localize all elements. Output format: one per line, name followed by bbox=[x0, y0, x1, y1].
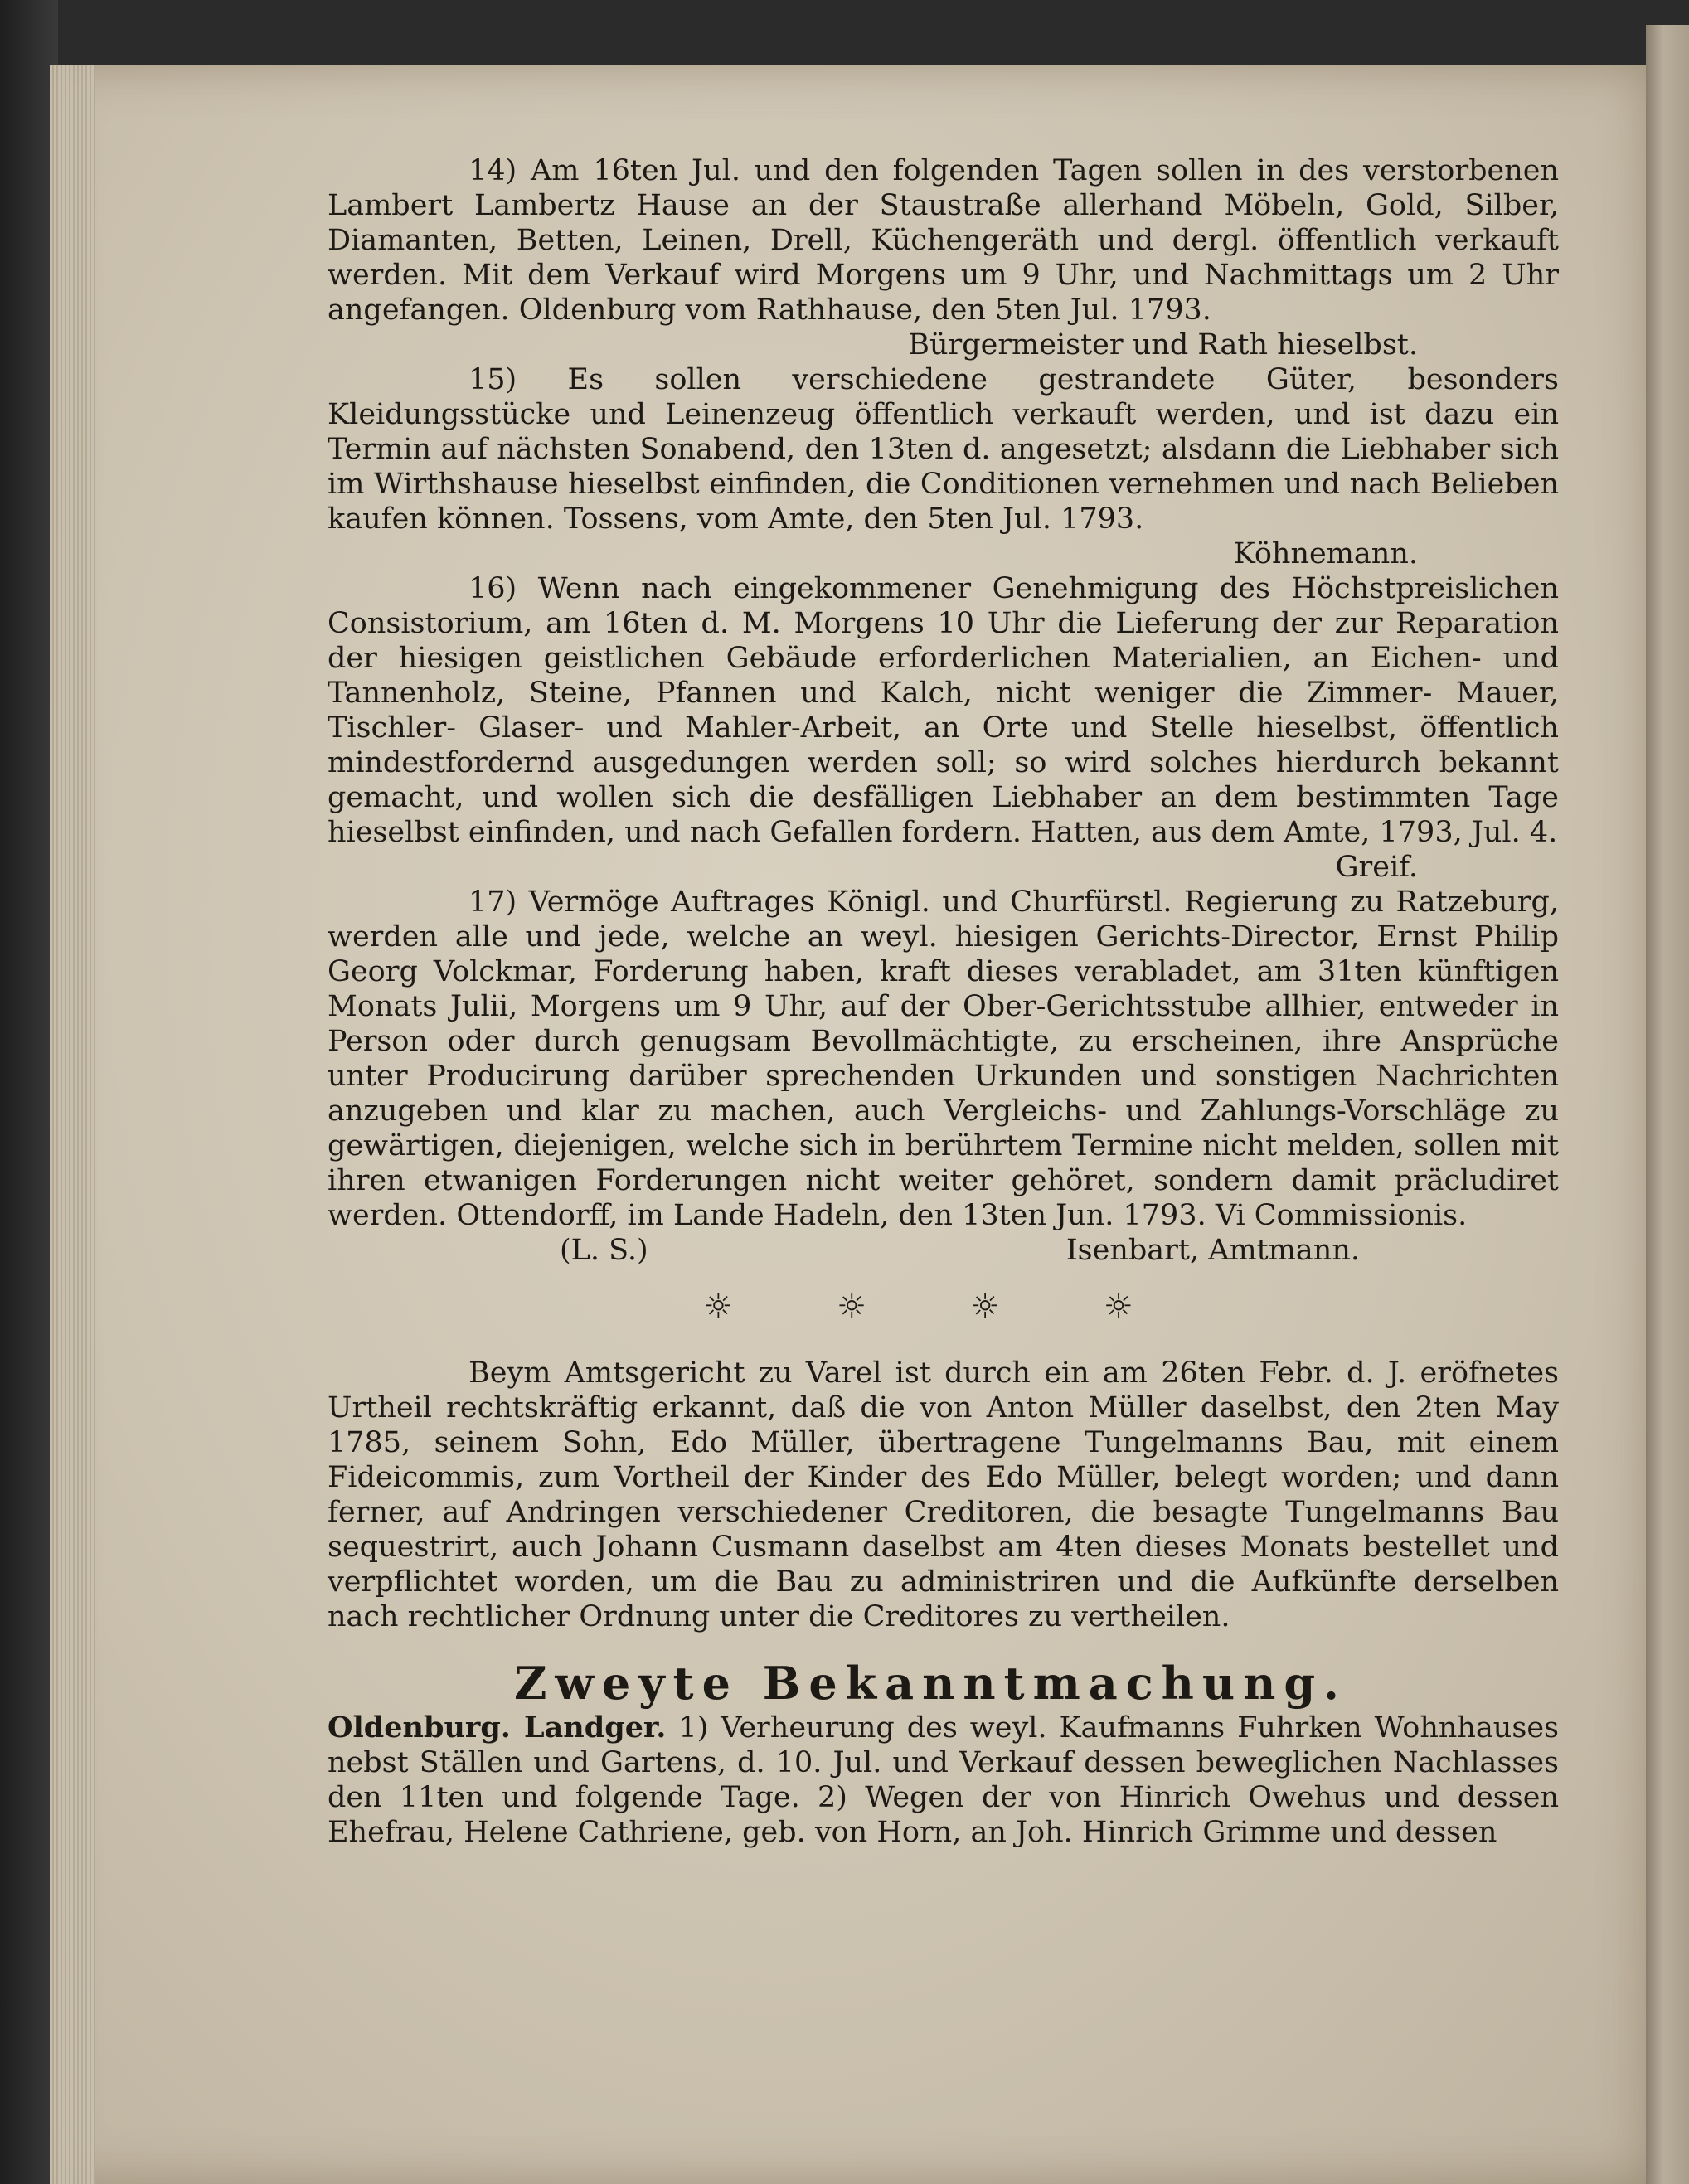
notice-17-signature: Isenbart, Amtmann. bbox=[1065, 1234, 1360, 1267]
seal-mark: (L. S.) bbox=[560, 1234, 648, 1267]
page-edge-stack bbox=[50, 65, 95, 2184]
section-paragraph bbox=[328, 1711, 1559, 1850]
varel-notice: Beym Amtsgericht zu Varel ist durch ein am 26ten Febr. d. J. eröfnetes Urtheil rechtskräftig erkannt, daß die von Anton Müller daselbst, den 2ten May 1785, seinem Sohn, Edo Müller, übertragene Tungelmanns Bau, mit einem Fideicommis, zum Vortheil der Kinder des Edo Müller, belegt worden; und dann ferner, auf Andringen verschiedener Creditoren, die besagte Tungelmanns Bau sequestrirt, auch Johann Cusmann daselbst am 4ten dieses Monats bestellet und verpflichtet worden, um die Bau zu administriren und die Aufkünfte derselben nach rechtlicher Ordnung unter die Creditores zu vertheilen. bbox=[328, 1357, 1559, 1633]
notice-14: 14) Am 16ten Jul. und den folgenden Tagen sollen in des verstorbenen Lambert Lambertz Hause an der Staustraße allerhand Möbeln, Gold, Silber, Diamanten, Betten, Leinen, Drell, Küchengeräth und dergl. öffentlich verkauft werden. Mit dem Verkauf wird Morgens um 9 Uhr, und Nachmittags um 2 Uhr angefangen. Oldenburg vom Rathhause, den 5ten Jul. 1793. bbox=[328, 154, 1559, 327]
ornament-star-icon: ☼ bbox=[703, 1288, 734, 1326]
notice-15-text: 15) Es sollen verschiedene gestrandete Güter, besonders Kleidungsstücke und Leinenzeug öffentlich verkauft werden, und ist dazu ein Termin auf nächsten Sonabend, den 13ten d. angesetzt; alsdann die Liebhaber sich im Wirthshause hieselbst einfinden, die Conditionen vernehmen und nach Belieben kaufen können. Tossens, vom Amte, den 5ten Jul. 1793. bbox=[328, 363, 1559, 536]
ornament-star-icon: ☼ bbox=[1103, 1288, 1133, 1326]
adjacent-page-edge bbox=[1646, 25, 1689, 2184]
section-heading: Zweyte Bekanntmachung. bbox=[514, 1657, 1347, 1710]
ornament-separator bbox=[328, 1289, 1559, 1324]
ornament-star-icon: ☼ bbox=[970, 1288, 1000, 1326]
notice-16-signature: Greif. bbox=[1335, 851, 1418, 884]
section-text: 1) Verheurung des weyl. Kaufmanns Fuhrken Wohnhauses nebst Ställen und Gartens, d. 10. Jul. und Verkauf dessen beweglichen Nachlasses den 11ten und folgende Tage. 2) Wegen der von Hinrich Owehus und dessen Ehefrau, Helene Cathriene, geb. von Horn, an Joh. Hinrich Grimme und dessen bbox=[328, 1711, 1559, 1849]
ornament-star-icon: ☼ bbox=[837, 1288, 866, 1326]
notice-15 bbox=[328, 362, 1559, 536]
notice-15-signature: Köhnemann. bbox=[1233, 537, 1418, 570]
section-lead: Oldenburg. Landger. bbox=[328, 1711, 667, 1745]
notice-14-signature: Bürgermeister und Rath hieselbst. bbox=[908, 328, 1418, 362]
notice-17: 17) Vermöge Auftrages Königl. und Churfürstl. Regierung zu Ratzeburg, werden alle und jede, welche an weyl. hiesigen Gerichts-Director, Ernst Philip Georg Volckmar, Forderung haben, kraft dieses verabladet, am 31ten künftigen Monats Julii, Morgens um 9 Uhr, auf der Ober-Gerichtsstube allhier, entweder in Person oder durch genugsam Bevollmächtigte, zu erscheinen, ihre Ansprüche unter Producirung darüber sprechenden Urkunden und sonstigen Nachrichten anzugeben und klar zu machen, auch Vergleichs- und Zahlungs-Vorschläge zu gewärtigen, diejenigen, welche sich in berührtem Termine nicht melden, sollen mit ihren etwanigen Forderungen nicht weiter gehöret, sondern damit präcludiret werden. Ottendorff, im Lande Hadeln, den 13ten Jun. 1793. Vi Commissionis. bbox=[328, 886, 1559, 1232]
notice-16: 16) Wenn nach eingekommener Genehmigung des Höchstpreislichen Consistorium, am 16ten d. M. Morgens 10 Uhr die Lieferung der zur Reparation der hiesigen geistlichen Gebäude erforderlichen Materialien, an Eichen- und Tannenholz, Steine, Pfannen und Kalch, nicht weniger die Zimmer- Mauer, Tischler- Glaser- und Mahler-Arbeit, an Orte und Stelle hieselbst, öffentlich mindestfordernd ausgedungen werden soll; so wird solches hierdurch bekannt gemacht, und wollen sich die desfälligen Liebhaber an dem bestimmten Tage hieselbst einfinden, und nach Gefallen fordern. Hatten, aus dem Amte, 1793, Jul. 4. bbox=[328, 572, 1559, 849]
page-text bbox=[328, 153, 1559, 1850]
notice-17-signature-row bbox=[328, 1233, 1559, 1268]
